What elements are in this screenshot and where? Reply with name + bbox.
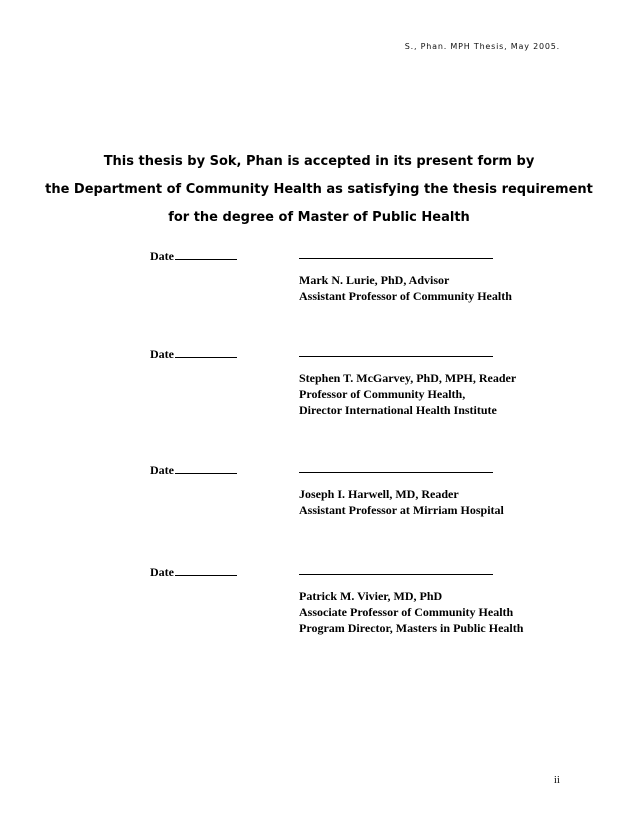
date-field <box>150 248 237 264</box>
acceptance-statement <box>0 148 638 232</box>
acceptance-line-1: This thesis by Sok, Phan is accepted in its present form by <box>103 154 535 169</box>
acceptance-line-2: the Department of Community Health as satisfying the thesis requirement <box>45 182 593 197</box>
signer-details <box>299 370 516 418</box>
signer-title: Assistant Professor at Mirriam Hospital <box>299 503 504 517</box>
signer-title: Associate Professor of Community Health <box>299 605 514 619</box>
date-field <box>150 564 237 580</box>
signature-line <box>299 356 493 357</box>
date-field <box>150 346 237 362</box>
signer-details <box>299 588 523 636</box>
signer-title: Director International Health Institute <box>299 403 497 417</box>
signature-line <box>299 258 493 259</box>
date-label: Date <box>150 249 174 263</box>
page-number: ii <box>553 774 560 786</box>
signer-details <box>299 486 504 518</box>
signer-name: Joseph I. Harwell, MD, Reader <box>299 487 459 501</box>
signer-details <box>299 272 512 304</box>
signer-name: Patrick M. Vivier, MD, PhD <box>299 589 443 603</box>
date-label: Date <box>150 347 174 361</box>
signer-name: Mark N. Lurie, PhD, Advisor <box>299 273 450 287</box>
date-rule <box>175 346 237 358</box>
signer-title: Program Director, Masters in Public Health <box>299 621 524 635</box>
date-rule <box>175 462 237 474</box>
date-rule <box>175 248 237 260</box>
date-field <box>150 462 237 478</box>
date-label: Date <box>150 463 174 477</box>
date-rule <box>175 564 237 576</box>
signer-title: Professor of Community Health, <box>299 387 466 401</box>
acceptance-line-3: for the degree of Master of Public Health <box>168 210 470 225</box>
signature-line <box>299 472 493 473</box>
signer-title: Assistant Professor of Community Health <box>299 289 512 303</box>
date-label: Date <box>150 565 174 579</box>
signer-name: Stephen T. McGarvey, PhD, MPH, Reader <box>299 371 517 385</box>
running-header: S., Phan. MPH Thesis, May 2005. <box>404 42 560 51</box>
signature-line <box>299 574 493 575</box>
